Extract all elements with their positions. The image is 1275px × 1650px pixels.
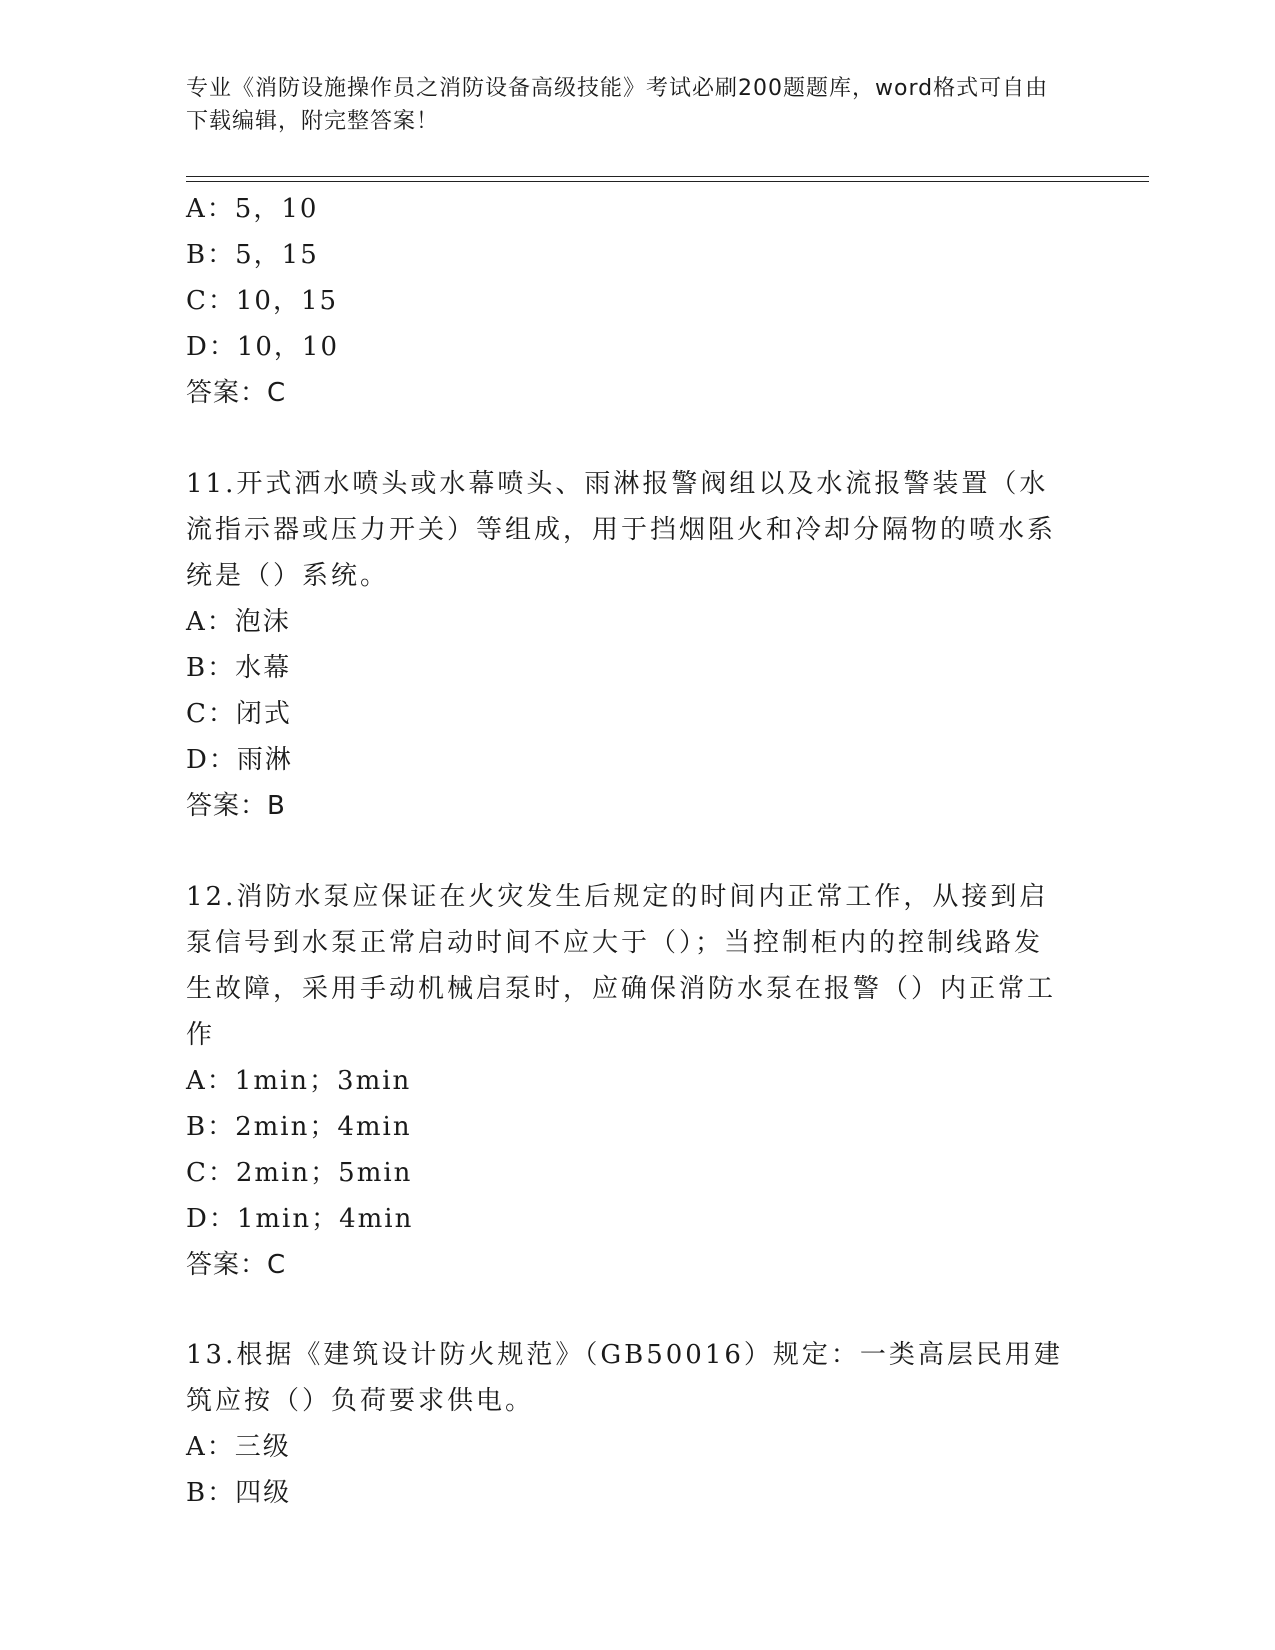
option-c: C：闭式 <box>186 699 292 729</box>
answer-line: 答案：C <box>186 378 287 408</box>
option-a: A：1min；3min <box>186 1066 412 1096</box>
option-c: C：10，15 <box>186 286 339 316</box>
option-a: A：5，10 <box>186 194 319 224</box>
question-11-block <box>186 461 1086 829</box>
question-13-block <box>186 1332 1086 1516</box>
option-b: B：水幕 <box>186 653 292 683</box>
option-c: C：2min；5min <box>186 1158 413 1188</box>
page-header: 专业《消防设施操作员之消防设备高级技能》考试必刷200题题库，word格式可自由下载编辑，附完整答案！ <box>186 76 1049 134</box>
option-b: B：5，15 <box>186 240 319 270</box>
option-a: A：泡沫 <box>186 607 291 637</box>
question-12-block <box>186 874 1086 1288</box>
spacer <box>186 416 1086 461</box>
answer-line: 答案：B <box>186 791 286 821</box>
header-rule-bottom <box>186 181 1149 182</box>
answer-line: 答案：C <box>186 1250 287 1280</box>
option-d: D：10，10 <box>186 332 340 362</box>
option-b: B：2min；4min <box>186 1112 412 1142</box>
option-b: B：四级 <box>186 1478 292 1508</box>
option-d: D：雨淋 <box>186 745 293 775</box>
question-text: 11.开式洒水喷头或水幕喷头、雨淋报警阀组以及水流报警装置（水流指示器或压力开关）等组成，用于挡烟阻火和冷却分隔物的喷水系统是（）系统。 <box>186 469 1057 591</box>
question-text: 12.消防水泵应保证在火灾发生后规定的时间内正常工作，从接到启泵信号到水泵正常启动时间不应大于（）；当控制柜内的控制线路发生故障，采用手动机械启泵时，应确保消防水泵在报警（）内正常工作 <box>186 882 1057 1050</box>
option-d: D：1min；4min <box>186 1204 414 1234</box>
question-10-block <box>186 186 1086 416</box>
question-content <box>186 186 1086 1516</box>
header-rule-top <box>186 176 1149 177</box>
question-text: 13.根据《建筑设计防火规范》（GB50016）规定：一类高层民用建筑应按（）负荷要求供电。 <box>186 1340 1063 1416</box>
spacer <box>186 1288 1086 1332</box>
option-a: A：三级 <box>186 1432 291 1462</box>
spacer <box>186 829 1086 874</box>
